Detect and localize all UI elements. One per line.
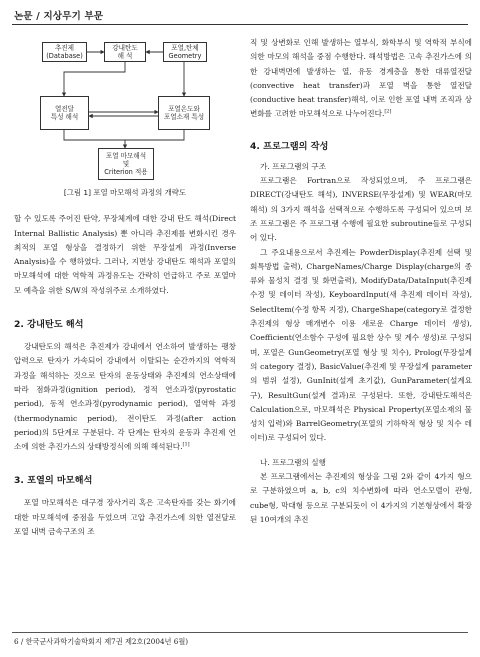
heading-section-4: 4. 프로그램의 작성 xyxy=(250,140,329,152)
section-header: 논문 / 지상무기 부문 xyxy=(14,11,104,22)
internal-ballistics-box: 강내탄도 해 석 xyxy=(104,42,146,62)
heading-section-3: 3. 포열의 마모해석 xyxy=(14,475,93,487)
left-paragraph-2: 강내탄도의 해석은 추진제가 강내에서 연소하여 발생하는 팽창압력으로 탄자가 가속되어 강내에서 이탈되는 순간까지의 역학적 과정을 해석하는 것으로 탄자의 운동상태와 추진제의 연소상태에 따라 점화과정(ignition period), 정적 연소과정(pyrostatic period), 동적 연소과정(pyrodynamic period), 열역학 과정(thermodynamic period), 전이탄도 과정(after action period)의 5단계로 구분된다. 각 단계는 탄자의 운동과 추진제 연소에 의한 추진가스의 상태방정식에 의해 해석된다.[1] xyxy=(14,342,236,452)
arrow-ballistics-to-heat xyxy=(64,62,125,96)
page-footer: 6 / 한국군사과학기술학회지 제7권 제2호(2004년 6월) xyxy=(14,637,189,646)
header-rule xyxy=(12,24,468,25)
arrow-temp-to-erosion xyxy=(125,130,184,140)
erosion-process-diagram xyxy=(14,36,236,184)
left-paragraph-1: 할 수 있도록 주어진 탄약, 무장체계에 대한 강내 탄도 해석(Direct Internal Ballistic Analysis) 뿐 아니라 추진제를 변화시킨 경우 최적의 포열 형상을 결정하기 위한 무장설계 과정(Inverse Analysis)을 수 행하였다. 그러나, 지면상 강내탄도 해석과 포열의 마모해석에 대한 역학적 과정유도는 간략히 언급하고 주로 포열마모 예측을 위한 S/W의 작성위주로 소개하였다. xyxy=(14,214,236,295)
right-column xyxy=(250,36,472,527)
heading-section-2: 2. 강내탄도 해석 xyxy=(14,319,84,331)
footer-rule xyxy=(12,632,468,633)
right-paragraph-4: 본 프로그램에서는 추진제의 형상을 그림 2와 같이 4가지 형으로 구분하였으며 a, b, c의 치수변화에 따라 연소모델이 관형, cube형, 막대형 등으로 구분되듯이 이 4가지의 기본형상에서 확장된 10여개의 추진 xyxy=(250,472,472,524)
barrel-material-box: 포열온도와 포열소재 특성 xyxy=(158,96,210,130)
subheading-program-execution: 나. 프로그램의 실행 xyxy=(260,457,326,467)
right-paragraph-2: 프로그램은 Fortran으로 작성되었으며, 주 프로그램은 DIRECT(강내탄도 해석), INVERSE(무장설계) 및 WEAR(마모해석) 의 3가지 해석을 선택적으로 수행하도록 구성되어 있으며 보조 프로그램은 주 프로그램 수행에 필요한 subroutine들로 구성되어 있다. xyxy=(250,176,472,243)
left-paragraph-3: 포열 마모해석은 대구경 장사거리 혹은 고속탄자를 갖는 화기에 대한 마모해석에 중점을 두었으며 고압 추진가스에 의한 열전달로 포열 내벽 금속구조의 조 xyxy=(14,498,236,537)
erosion-analysis-box: 포열 마모해석 및 Criterion 적용 xyxy=(98,148,154,180)
subheading-program-structure: 가. 프로그램의 구조 xyxy=(260,161,326,171)
figure-caption: [그림 1] 포열 마모해석 과정의 개략도 xyxy=(63,188,187,197)
gun-geometry-box: 포열,탄체 Geometry xyxy=(163,42,207,62)
right-paragraph-3: 그 주요내용으로서 추진제는 PowderDisplay(추진제 선택 및 회특방법 출력), ChargeNames/Charge Display(charge의 종류와 물성치 결정 및 화면출력), ModifyData/DataInput(추진제 수정 및 데이터 작성), KeyboardInput(새 추진제 데이터 작성), SelectItem(수정 항목 지정), ChargeShape(category로 결정한 추진제의 형상 매개변수 이용 새로운 Charge 데이터 생성), Coefficient(연소함수 구성에 필요한 상수 및 계수 생성)로 구성되며, 포열은 GunGeometry(포열 형상 및 치수), Prolog(무장설계의 category 결정), BasicValue(추진제 및 무장설계 parameter의 범위 설정), GunInit(설계 초기값), GunParameter(설계요구), ResultGun(설계 결과)로 구성된다. 또한, 강내탄도해석은 Calculation으로, 마모해석은 Physical Property(포열소재의 물성치 입력)와 BarrelGeometry(포열의 기하학적 형상 및 치수 데이터)로 구성되어 있다. xyxy=(250,247,472,443)
heat-transfer-box: 열전달 특성 해석 xyxy=(40,96,89,130)
left-column xyxy=(14,36,236,539)
propellant-database-box: 추진제 (Database) xyxy=(42,42,87,62)
arrow-heat-to-erosion xyxy=(64,130,125,148)
right-paragraph-1: 직 및 상변화로 인해 발생하는 열부식, 화학부식 및 역학적 부식에 의한 마모의 해석을 중점 수행한다. 해석방법은 고속 추진가스에 의한 강내벽면에 발생하는 열, 유동 경계층을 통한 대류열전달(convective heat transfer)과 포열 벽을 통한 열전달(conductive heat transfer)해석, 이로 인한 포열 내벽 조직과 상변화를 고려한 마모해석으로 나누어진다.[2] xyxy=(250,38,472,119)
reference-2: [2] xyxy=(384,108,392,115)
reference-1: [1] xyxy=(182,441,190,448)
